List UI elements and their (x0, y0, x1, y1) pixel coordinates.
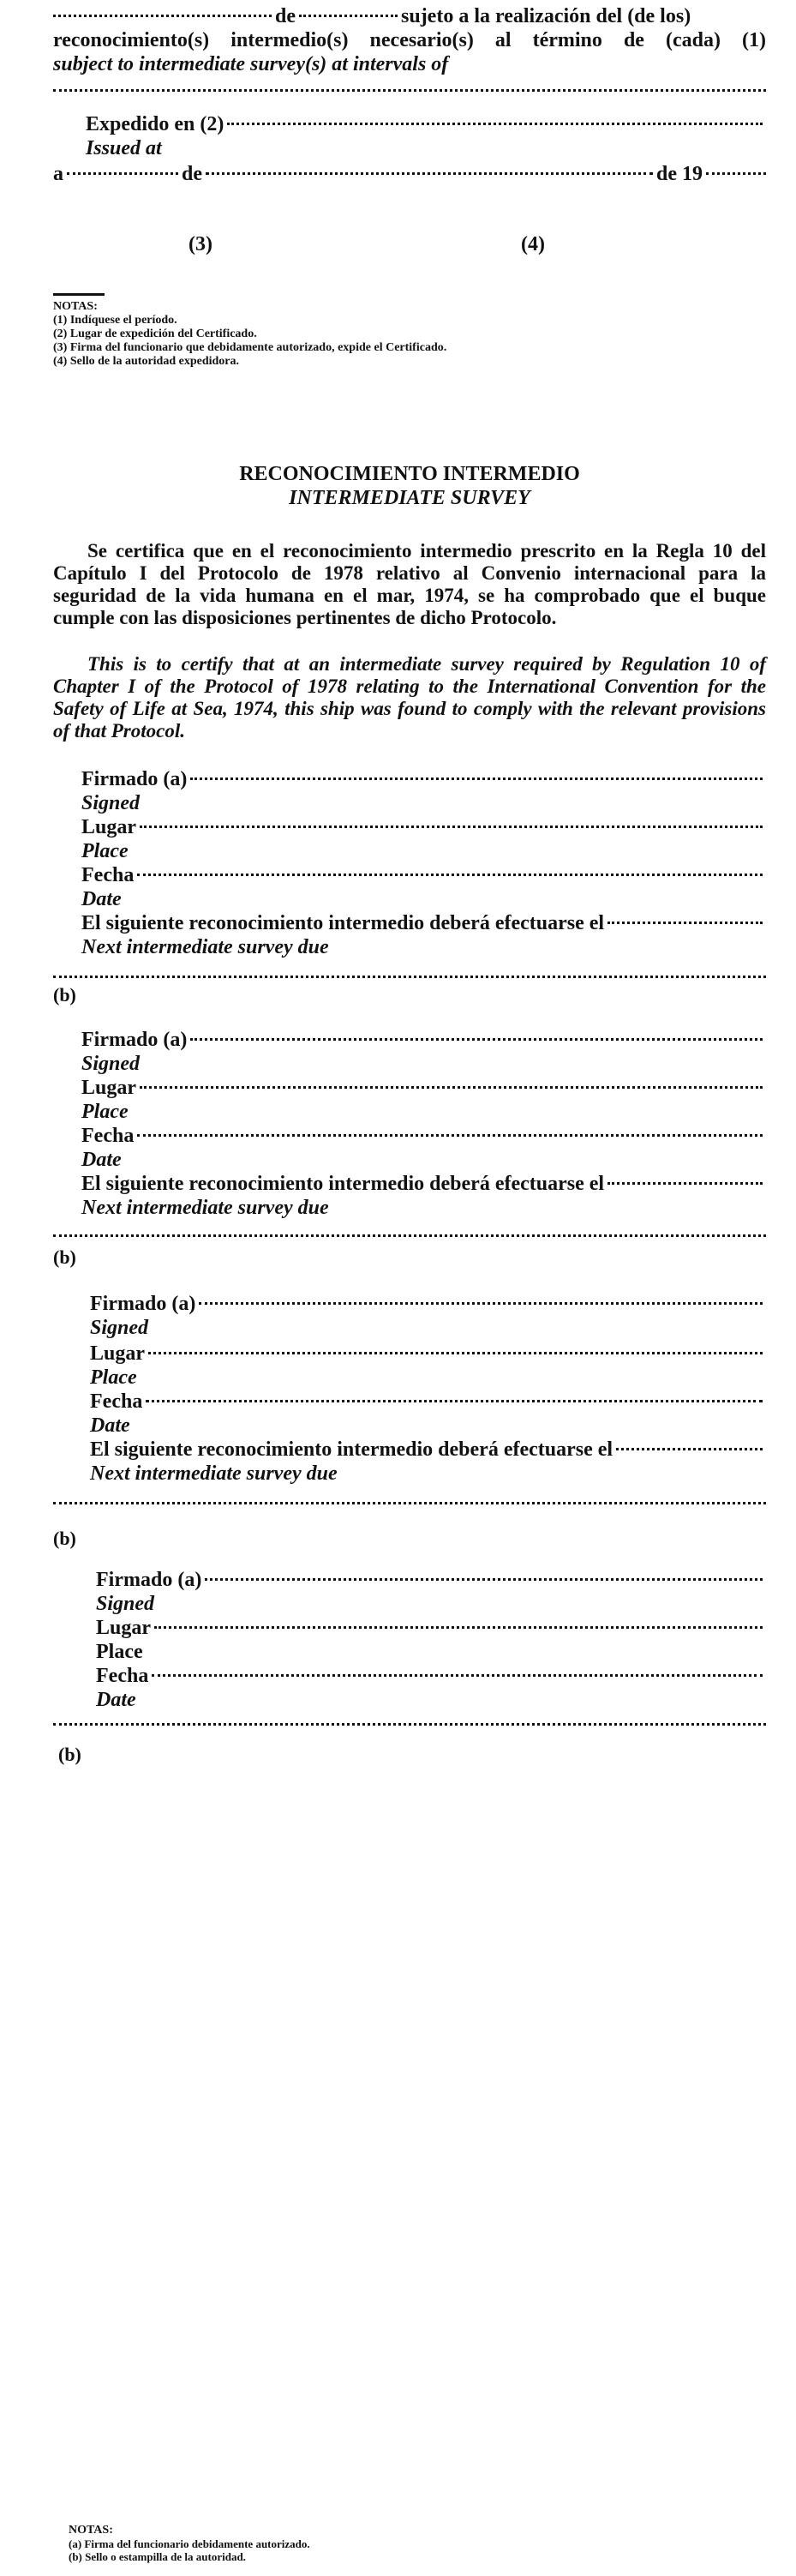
next-survey-label-en: Next intermediate survey due (81, 1197, 329, 1219)
issued-a-label: a (53, 163, 63, 185)
issued-month-field[interactable] (206, 172, 653, 175)
date-label-en: Date (81, 888, 122, 910)
place-label-en: Place (96, 1641, 143, 1663)
survey-1-place-row (81, 816, 766, 839)
issued-row (86, 113, 766, 136)
place-label: Lugar (81, 816, 137, 838)
top-line-1 (53, 5, 766, 28)
certify-paragraph-en: This is to certify that at an intermediate survey required by Regulation 10 of Chapter I of the Protocol of 1978 relating to the International Convention for the Safety of Life at Sea, 1974, this ship was found to comply with the relevant provisions of that Protocol. (53, 653, 766, 742)
survey-2-date-row (81, 1125, 766, 1148)
survey-4-date-row (96, 1665, 766, 1688)
note-item: (a) Firma del funcionario debidamente autorizado. (69, 2537, 310, 2550)
notes-list (53, 314, 446, 369)
certify-paragraph-es: Se certifica que en el reconocimiento intermedio prescrito en la Regla 10 del Capítulo I del Protocolo de 1978 relativo al Convenio internacional para la seguridad de la vida humana en el mar, 1974, se ha comprobado que el buque cumple con las disposiciones pertinentes de dicho Protocolo. (53, 540, 766, 628)
top-separator (53, 89, 766, 92)
survey-1-separator (53, 976, 766, 978)
issued-de-label: de (182, 163, 202, 185)
issued-year-field[interactable] (706, 172, 766, 175)
top-line-2: reconocimiento(s) intermedio(s) necesario(s) al término de (cada) (1) (53, 29, 766, 51)
date-label-en: Date (90, 1414, 130, 1437)
survey-1-date-row (81, 864, 766, 887)
place-label-en: Place (81, 840, 129, 862)
survey-3-place-row (90, 1342, 766, 1366)
next-survey-label: El siguiente reconocimiento intermedio deberá efectuarse el (81, 912, 605, 934)
issued-label: Expedido en (2) (86, 113, 224, 135)
survey-2-signed-row (81, 1029, 766, 1052)
survey-4-signed-row (96, 1569, 766, 1592)
note-item: (2) Lugar de expedición del Certificado. (53, 327, 257, 340)
mark-4: (4) (521, 233, 545, 255)
note-item: (3) Firma del funcionario que debidamente autorizado, expide el Certificado. (53, 341, 447, 354)
issued-date-row (53, 163, 766, 186)
notes-rule (53, 293, 105, 296)
seal-marker-b: (b) (53, 1528, 76, 1549)
signed-label: Firmado (a) (81, 1029, 188, 1051)
signed-label-en: Signed (81, 792, 141, 814)
survey-3-date-field[interactable] (146, 1400, 763, 1402)
bottom-notes-list (69, 2537, 310, 2563)
next-survey-label: El siguiente reconocimiento intermedio deberá efectuarse el (90, 1438, 613, 1461)
place-label-en: Place (81, 1101, 129, 1123)
date-label-en: Date (81, 1149, 122, 1171)
place-label: Lugar (81, 1077, 137, 1099)
survey-1-next-row (81, 912, 766, 935)
issued-day-field[interactable] (67, 172, 178, 175)
survey-3-next-field[interactable] (616, 1448, 763, 1450)
survey-3-place-field[interactable] (148, 1352, 763, 1354)
place-label: Lugar (96, 1617, 152, 1639)
date-label: Fecha (96, 1665, 149, 1687)
interval-unit-field[interactable] (299, 15, 398, 17)
section-title-en: INTERMEDIATE SURVEY (289, 487, 530, 509)
survey-4-date-field[interactable] (152, 1674, 763, 1677)
top-subject-text: sujeto a la realización del (de los) (401, 5, 691, 27)
next-survey-label: El siguiente reconocimiento intermedio deberá efectuarse el (81, 1173, 605, 1195)
survey-3-next-row (90, 1438, 766, 1462)
signed-label: Firmado (a) (81, 768, 188, 790)
signed-label-en: Signed (90, 1317, 149, 1339)
survey-4-place-row (96, 1617, 766, 1640)
survey-1-signed-row (81, 768, 766, 791)
next-survey-label-en: Next intermediate survey due (81, 936, 329, 958)
signed-label: Firmado (a) (96, 1569, 202, 1591)
notes-title: NOTAS: (53, 300, 98, 313)
survey-4-signed-field[interactable] (205, 1578, 763, 1581)
top-de-label: de (275, 5, 296, 27)
survey-4-separator (53, 1723, 766, 1726)
issued-place-field[interactable] (227, 123, 763, 125)
survey-1-next-field[interactable] (607, 922, 763, 924)
survey-1-place-field[interactable] (140, 826, 763, 828)
survey-1-date-field[interactable] (137, 874, 763, 876)
next-survey-label-en: Next intermediate survey due (90, 1462, 338, 1485)
seal-marker-b: (b) (58, 1744, 81, 1765)
seal-marker-b: (b) (53, 1246, 76, 1268)
survey-2-date-field[interactable] (137, 1134, 763, 1137)
survey-2-next-field[interactable] (607, 1182, 763, 1185)
survey-2-place-field[interactable] (140, 1086, 763, 1089)
date-label: Fecha (81, 864, 135, 886)
issued-label-en: Issued at (86, 137, 162, 159)
interval-value-field[interactable] (53, 15, 272, 17)
date-label: Fecha (90, 1390, 143, 1413)
date-label-en: Date (96, 1689, 136, 1711)
survey-3-signed-row (90, 1293, 766, 1316)
survey-2-next-row (81, 1173, 766, 1196)
mark-3: (3) (189, 233, 212, 255)
survey-2-place-row (81, 1077, 766, 1100)
signed-label: Firmado (a) (90, 1293, 196, 1315)
signed-label-en: Signed (81, 1053, 141, 1075)
top-line-3: subject to intermediate survey(s) at intervals of (53, 53, 449, 75)
note-item: (4) Sello de la autoridad expedidora. (53, 355, 240, 368)
survey-3-signed-field[interactable] (199, 1302, 763, 1305)
survey-2-separator (53, 1234, 766, 1237)
survey-4-place-field[interactable] (154, 1626, 763, 1629)
note-item: (1) Indíquese el período. (53, 314, 177, 327)
survey-3-date-row (90, 1390, 766, 1414)
issued-year-label: de 19 (656, 163, 703, 185)
note-item: (b) Sello o estampilla de la autoridad. (69, 2550, 246, 2563)
place-label-en: Place (90, 1366, 137, 1389)
survey-1-signed-field[interactable] (190, 778, 763, 780)
bottom-notes-title: NOTAS: (69, 2524, 113, 2537)
signed-label-en: Signed (96, 1593, 155, 1615)
section-title-es: RECONOCIMIENTO INTERMEDIO (239, 463, 580, 485)
survey-2-signed-field[interactable] (190, 1038, 763, 1041)
date-label: Fecha (81, 1125, 135, 1147)
seal-marker-b: (b) (53, 984, 76, 1006)
place-label: Lugar (90, 1342, 146, 1365)
survey-3-separator (53, 1502, 766, 1504)
